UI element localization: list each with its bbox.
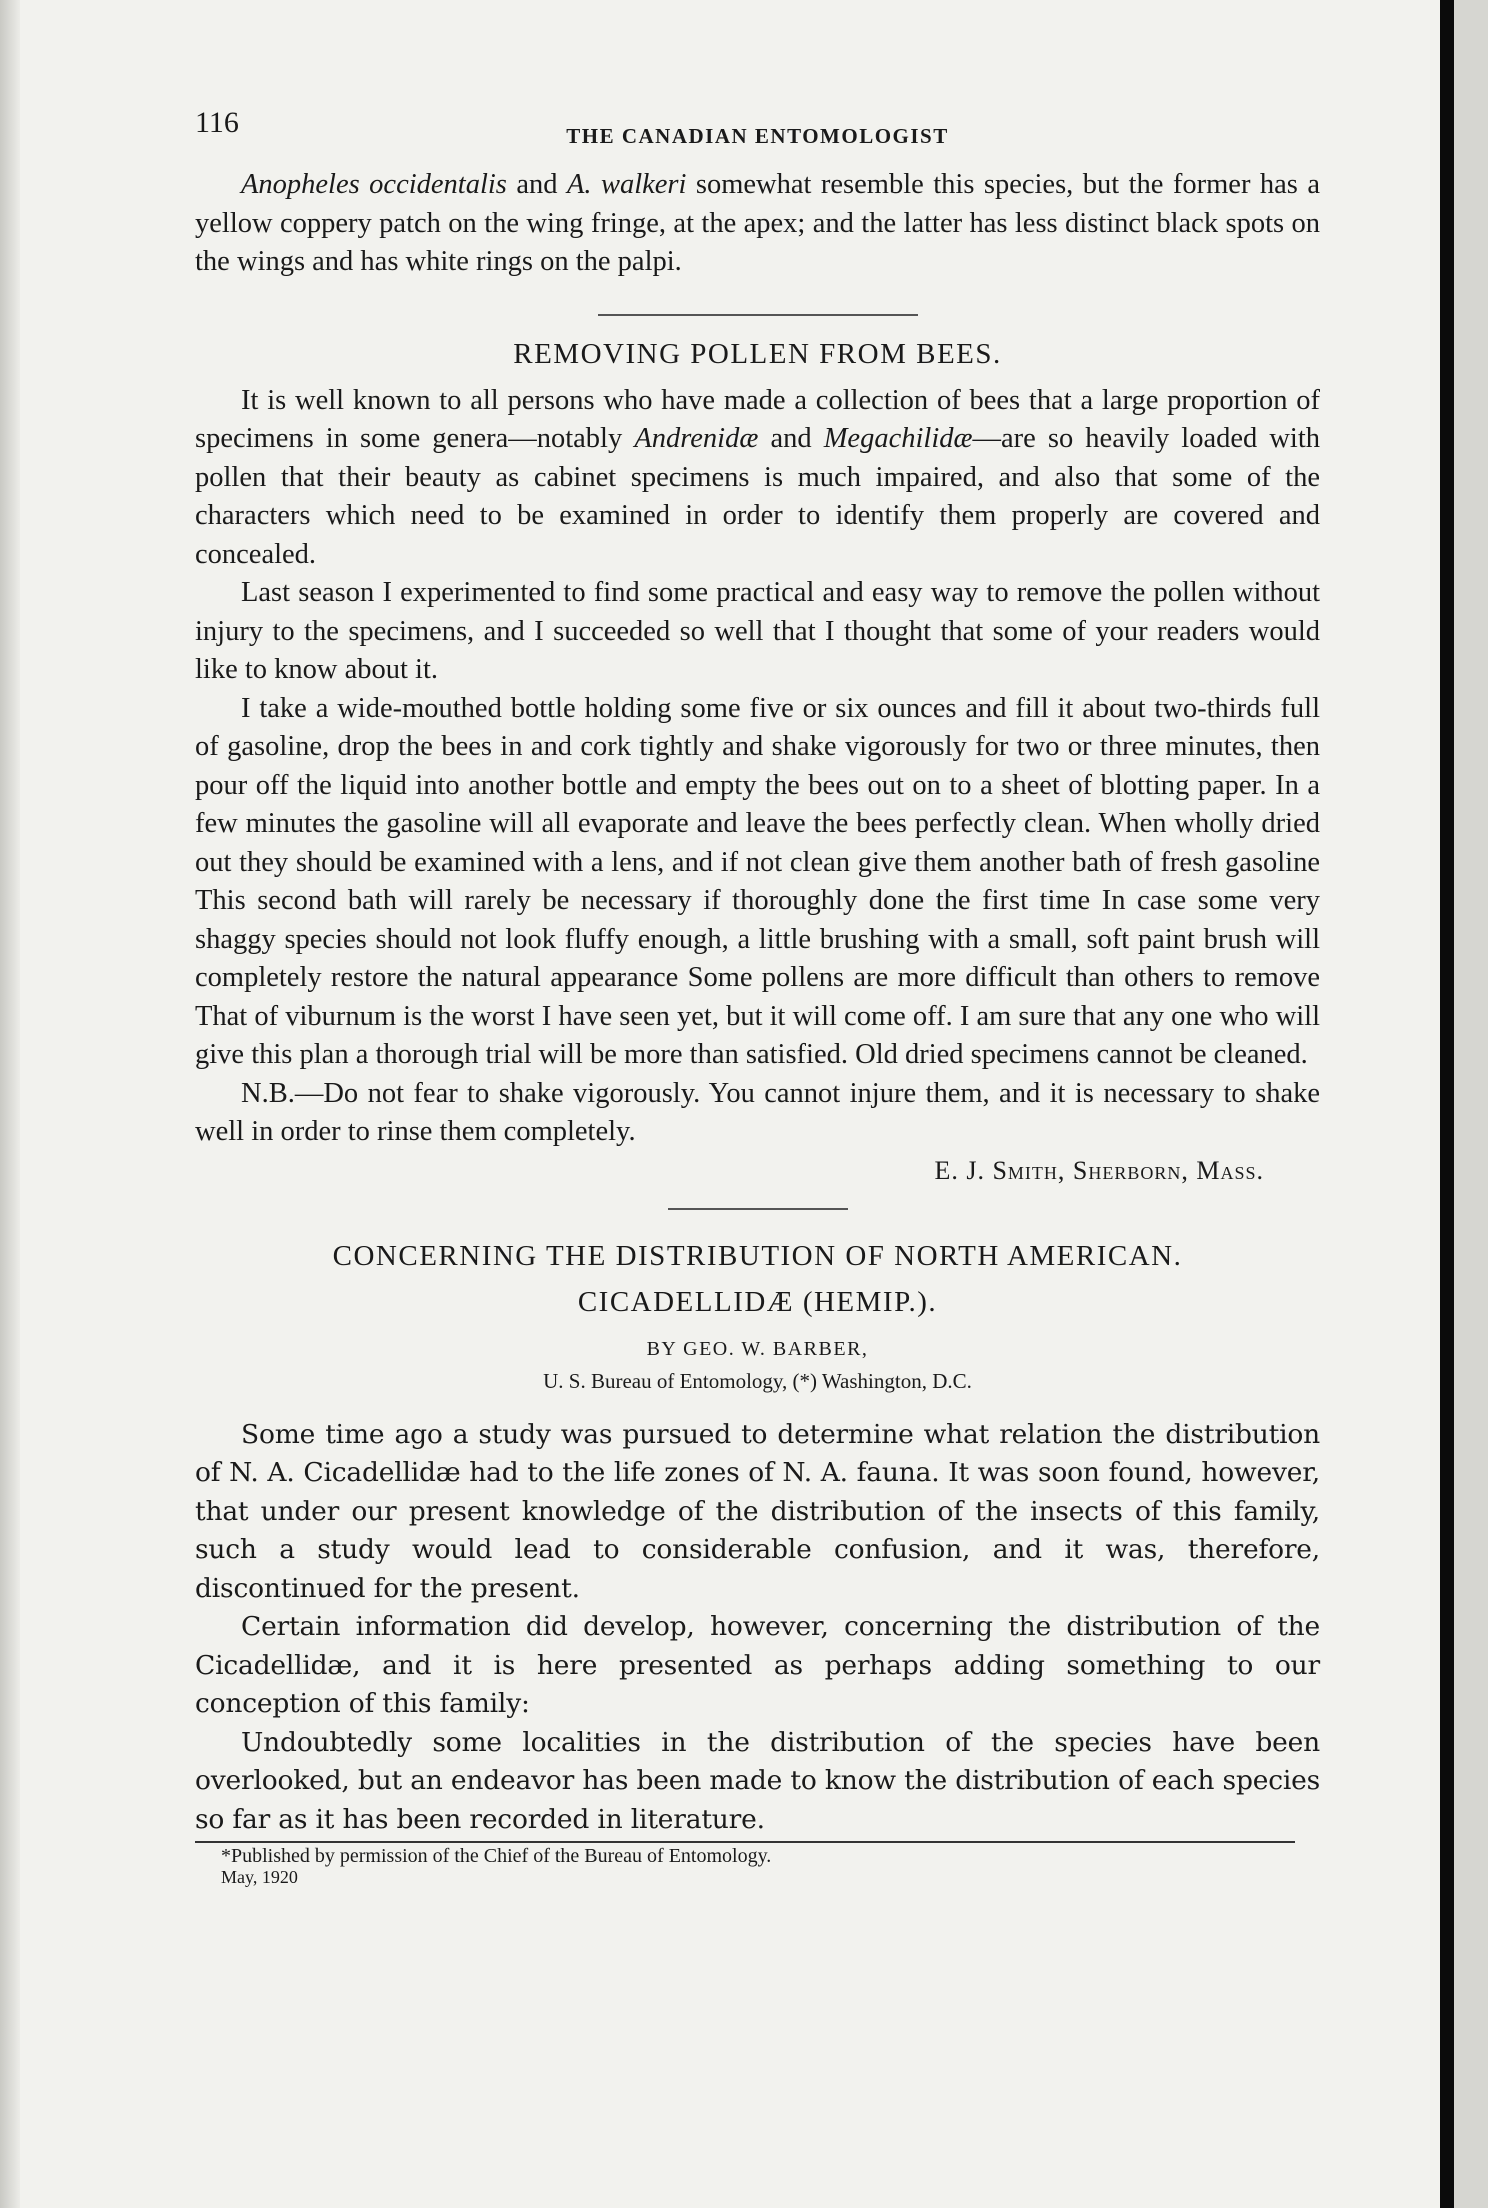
article-paragraph: I take a wide-mouthed bottle holding some five or six ounces and fill it about two-thirds full of gasoline, drop the bees in and cork tightly and shake vigorously for two or three minutes, then pour off the liquid into another bottle and empty the bees out on to a sheet of blotting paper. In a few minutes the gasoline will all evaporate and leave the bees perfectly clean. When wholly dried out they should be examined with a lens, and if not clean give them another bath of fresh gasoline This second bath will rarely be necessary if thoroughly done the first time In case some very shaggy species should not look fluffy enough, a little brushing with a small, soft paint brush will completely restore the natural appearance Some pollens are more difficult than others to remove That of viburnum is the worst I have seen yet, but it will come off. I am sure that any one who will give this plan a thorough trial will be more than satisfied. Old dried specimens cannot be cleaned. [195, 692, 1320, 1070]
conjunction: and [506, 169, 567, 200]
journal-title: THE CANADIAN ENTOMOLOGIST [566, 124, 949, 148]
article-title-line-2: CICADELLIDÆ (HEMIP.). [577, 1285, 938, 1318]
species-name: Anopheles occidentalis [241, 169, 507, 200]
paragraph-text: somewhat resemble this species, but the former has a yellow coppery patch on the wing fringe, at the apex; and the latter has less distinct black spots on the wings and has white rings on the palpi. [195, 169, 1320, 277]
page-left-edge [0, 0, 20, 2208]
section-divider [598, 314, 918, 316]
article-body [195, 1416, 1320, 1840]
paragraph-text: It is well known to all persons who have made a collection of bees that a large proportion of specimens in some genera—notably [195, 384, 1320, 454]
journal-page [195, 100, 1320, 1888]
conjunction: and [758, 423, 824, 454]
genus-name: Megachilidæ [823, 423, 973, 454]
page-gutter-shadow [1440, 0, 1454, 2208]
footnote: *Published by permission of the Chief of the Bureau of Entomology. [221, 1845, 772, 1867]
page-number: 116 [195, 106, 239, 139]
author-affiliation: U. S. Bureau of Entomology, (*) Washington, D.C. [543, 1368, 972, 1393]
article-paragraph: Undoubtedly some localities in the distribution of the species have been overlooked, but an endeavor has been made to know the distribution of each species so far as it has been recorded in literature. [195, 1726, 1320, 1835]
continuation-paragraph [195, 166, 1320, 282]
species-name: A. walkeri [566, 169, 687, 200]
article-paragraph: Certain information did develop, however, concerning the distribution of the Cicadellidæ, and it is here presented as perhaps adding something to our conception of this family: [195, 1611, 1320, 1719]
issue-date: May, 1920 [221, 1867, 298, 1887]
article-paragraph: Last season I experimented to find some practical and easy way to remove the pollen without injury to the specimens, and I succeeded so well that I thought that some of your readers would like to know about it. [195, 577, 1320, 685]
section-divider [668, 1208, 848, 1210]
paragraph-text: —are so heavily loaded with pollen that their beauty as cabinet specimens is much impaired, and also that some of the characters which need to be examined in order to identify them properly are covered and concealed. [195, 423, 1320, 570]
genus-name: Andrenidæ [634, 423, 759, 454]
footnote-rule [195, 1841, 1295, 1843]
article-paragraph: N.B.—Do not fear to shake vigorously. You cannot injure them, and it is necessary to shake well in order to rinse them completely. [195, 1077, 1320, 1147]
author-byline: BY GEO. W. BARBER, [646, 1337, 869, 1360]
running-head [195, 100, 1320, 150]
article-paragraph [195, 382, 1320, 575]
article-title: REMOVING POLLEN FROM BEES. [513, 337, 1002, 370]
next-page-edge [1454, 0, 1488, 2208]
article-title: CONCERNING THE DISTRIBUTION OF NORTH AMERICAN. [332, 1239, 1183, 1272]
article-paragraph: Some time ago a study was pursued to determine what relation the distribution of N. A. Cicadellidæ had to the life zones of N. A. fauna. It was soon found, however, that under our present knowledge of the distribution of the insects of this family, such a study would lead to considerable confusion, and it was, therefore, discontinued for the present. [195, 1418, 1320, 1604]
author-signature: E. J. Smith, Sherborn, Mass. [934, 1155, 1264, 1185]
